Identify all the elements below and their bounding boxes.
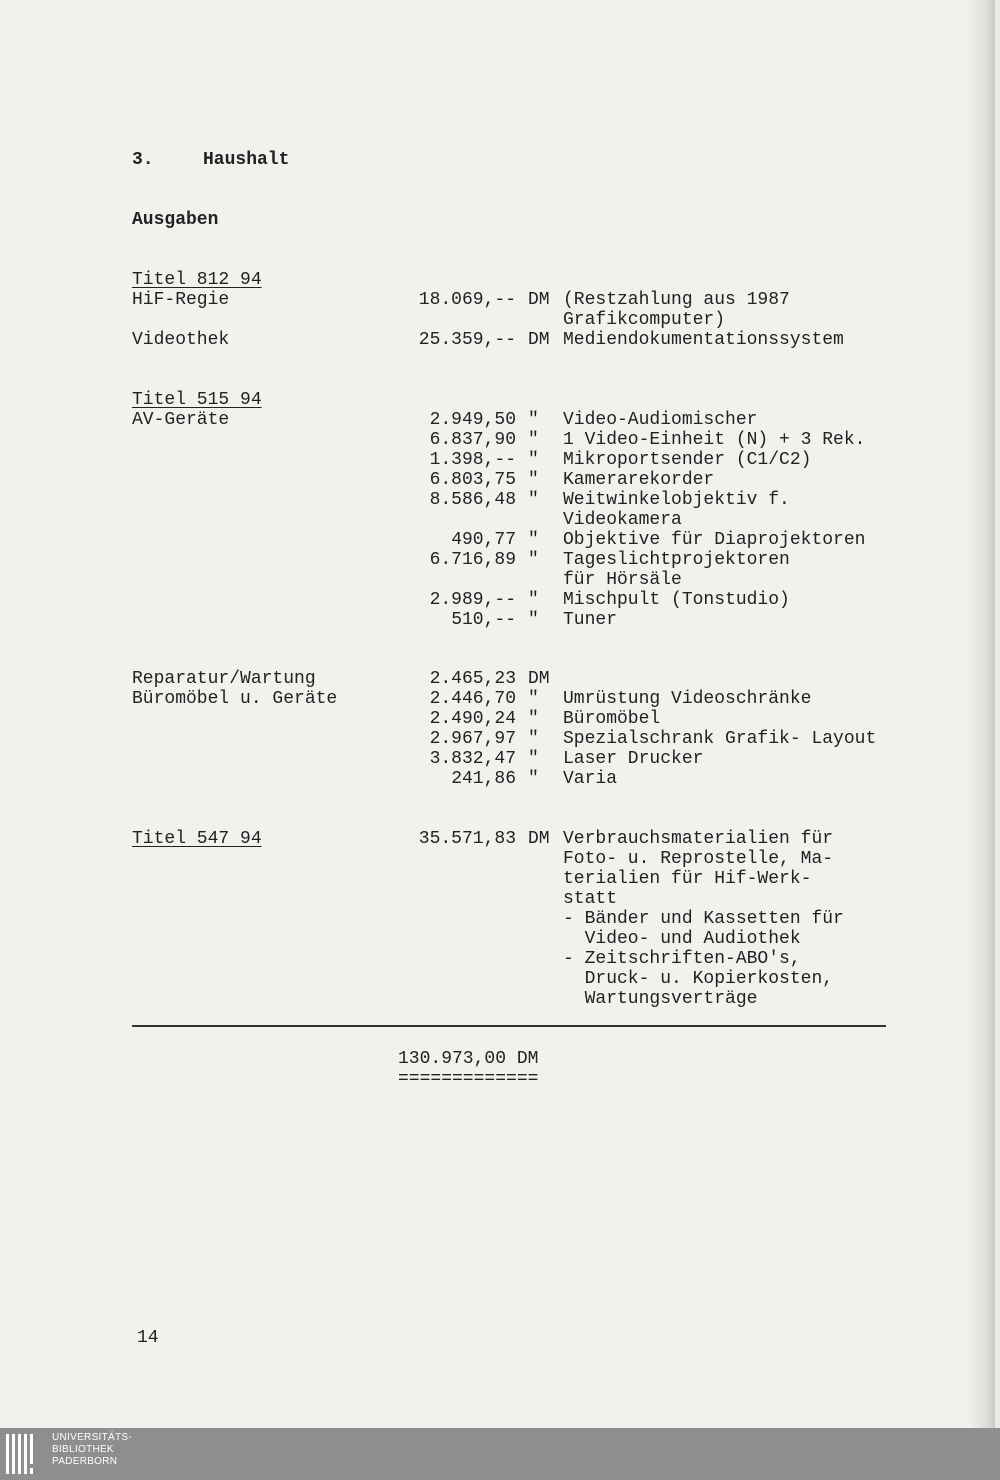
- titel-547-amount: 35.571,83: [418, 829, 516, 849]
- bueromoebel-row-desc: Umrüstung Videoschränke: [563, 689, 812, 709]
- av-row-desc: Tuner: [563, 610, 618, 630]
- ditto-mark: ": [528, 550, 539, 570]
- av-row-desc: Objektive für Diaprojektoren: [563, 530, 866, 550]
- section-number: 3.: [132, 150, 154, 170]
- ditto-mark: ": [528, 769, 539, 789]
- av-row-amount: 510,--: [451, 610, 516, 630]
- videothek-label: Videothek: [132, 330, 230, 350]
- titel-547-desc-line: - Zeitschriften-ABO's,: [563, 949, 801, 969]
- titel-547-desc-line: Wartungsverträge: [563, 989, 758, 1009]
- av-row-amount: 490,77: [451, 530, 516, 550]
- ditto-mark: ": [528, 689, 539, 709]
- reparatur-amount: 2.465,23: [429, 669, 516, 689]
- titel-547-desc-line: - Bänder und Kassetten für: [563, 909, 844, 929]
- titel-547-label: Titel 547 94: [132, 829, 262, 849]
- ditto-mark: ": [528, 729, 539, 749]
- page-number: 14: [137, 1328, 159, 1348]
- av-geraete-label: AV-Geräte: [132, 410, 230, 430]
- bueromoebel-row-amount: 2.490,24: [429, 709, 516, 729]
- grand-total: 130.973,00 DM: [398, 1049, 539, 1069]
- ditto-mark: ": [528, 709, 539, 729]
- titel-812-label: Titel 812 94: [132, 270, 262, 290]
- ditto-mark: ": [528, 430, 539, 450]
- titel-547-desc-line: Druck- u. Kopierkosten,: [563, 969, 834, 989]
- av-row-amount: 8.586,48: [429, 490, 516, 510]
- library-logo-line2: BIBLIOTHEK: [52, 1444, 114, 1455]
- titel-547-desc-line: statt: [563, 889, 618, 909]
- av-row-desc: Kamerarekorder: [563, 470, 715, 490]
- hif-regie-amount: 18.069,--: [418, 290, 516, 310]
- bueromoebel-row-amount: 2.967,97: [429, 729, 516, 749]
- av-row-amount: 1.398,--: [429, 450, 516, 470]
- library-logo-line3: PADERBORN: [52, 1456, 118, 1467]
- videothek-desc: Mediendokumentationssystem: [563, 330, 844, 350]
- av-row-desc: Weitwinkelobjektiv f.: [563, 490, 790, 510]
- av-row-amount: 6.716,89: [429, 550, 516, 570]
- av-row-desc: Mikroportsender (C1/C2): [563, 450, 812, 470]
- bueromoebel-row-amount: 241,86: [451, 769, 516, 789]
- av-row-amount: 2.989,--: [429, 590, 516, 610]
- titel-547-desc-line: Verbrauchsmaterialien für: [563, 829, 834, 849]
- bueromoebel-row-desc: Spezialschrank Grafik- Layout: [563, 729, 877, 749]
- reparatur-unit: DM: [528, 669, 550, 689]
- section-title: Haushalt: [203, 150, 290, 170]
- ditto-mark: ": [528, 590, 539, 610]
- av-row-amount: 6.837,90: [429, 430, 516, 450]
- av-row-desc: für Hörsäle: [563, 570, 682, 590]
- ditto-mark: ": [528, 610, 539, 630]
- ditto-mark: ": [528, 410, 539, 430]
- av-row-amount: 2.949,50: [429, 410, 516, 430]
- bueromoebel-label: Büromöbel u. Geräte: [132, 689, 338, 709]
- ditto-mark: ": [528, 490, 539, 510]
- hif-regie-unit: DM: [528, 290, 550, 310]
- hif-regie-desc-2: Grafikcomputer): [563, 310, 726, 330]
- titel-547-desc-line: Foto- u. Reprostelle, Ma-: [563, 849, 834, 869]
- bueromoebel-row-desc: Laser Drucker: [563, 749, 704, 769]
- ditto-mark: ": [528, 470, 539, 490]
- av-row-desc: Tageslichtprojektoren: [563, 550, 790, 570]
- bueromoebel-row-desc: Varia: [563, 769, 618, 789]
- bueromoebel-row-amount: 3.832,47: [429, 749, 516, 769]
- titel-547-desc-line: Video- und Audiothek: [563, 929, 801, 949]
- bueromoebel-row-desc: Büromöbel: [563, 709, 661, 729]
- hif-regie-desc-1: (Restzahlung aus 1987: [563, 290, 790, 310]
- titel-547-desc-line: terialien für Hif-Werk-: [563, 869, 812, 889]
- titel-547-unit: DM: [528, 829, 550, 849]
- bueromoebel-row-amount: 2.446,70: [429, 689, 516, 709]
- subheading-ausgaben: Ausgaben: [132, 210, 219, 230]
- videothek-amount: 25.359,--: [418, 330, 516, 350]
- grand-total-underline: =============: [398, 1069, 539, 1089]
- library-logo-line1: UNIVERSITÄTS-: [52, 1432, 133, 1443]
- titel-515-label: Titel 515 94: [132, 390, 262, 410]
- ditto-mark: ": [528, 530, 539, 550]
- av-row-desc: Videokamera: [563, 510, 682, 530]
- ditto-mark: ": [528, 749, 539, 769]
- av-row-desc: 1 Video-Einheit (N) + 3 Rek.: [563, 430, 866, 450]
- av-row-amount: 6.803,75: [429, 470, 516, 490]
- hif-regie-label: HiF-Regie: [132, 290, 230, 310]
- library-logo-icon: [6, 1432, 46, 1476]
- av-row-desc: Mischpult (Tonstudio): [563, 590, 790, 610]
- library-footer-bar: [0, 1428, 1000, 1480]
- av-row-desc: Video-Audiomischer: [563, 410, 758, 430]
- total-divider: [132, 1025, 886, 1027]
- reparatur-label: Reparatur/Wartung: [132, 669, 316, 689]
- page-edge: [968, 0, 995, 1428]
- ditto-mark: ": [528, 450, 539, 470]
- videothek-unit: DM: [528, 330, 550, 350]
